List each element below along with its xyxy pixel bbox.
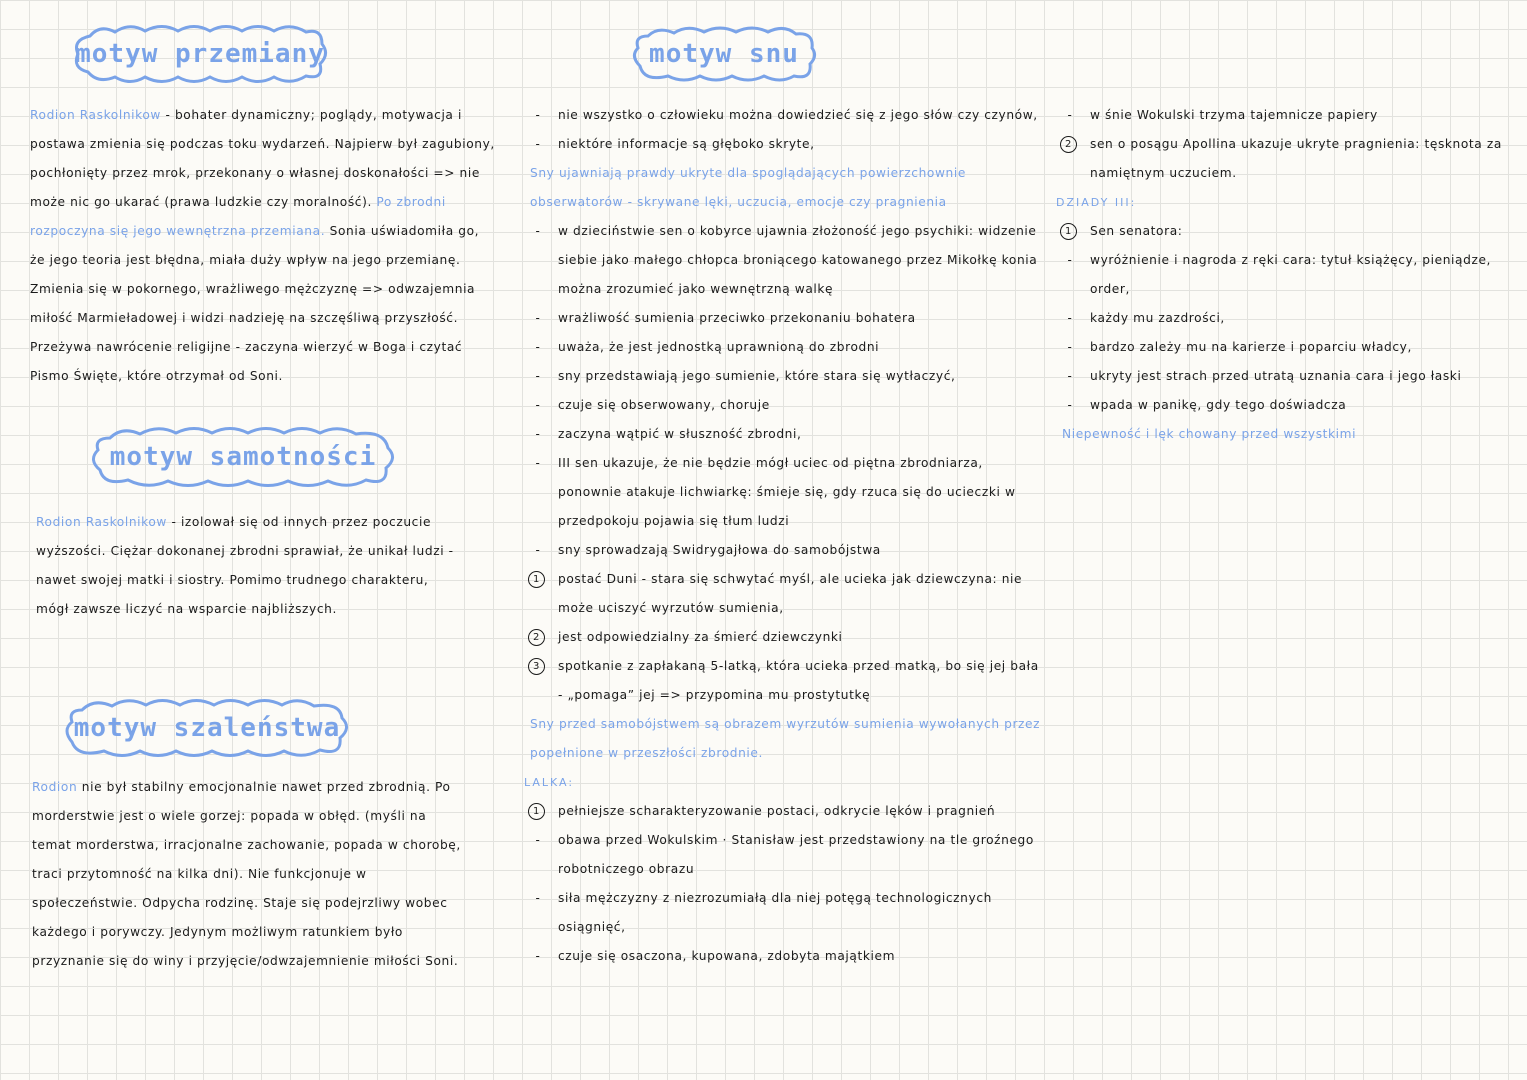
dash-bullet-icon: - (535, 340, 541, 354)
text-przemiana-1: - bohater dynamiczny; poglądy, motywacja i postawa zmienia się podczas toku wydarzeń. Najpierw był zagubiony, pochłonięty przez mrok, przekonany o własnej doskonałości => nie może nic go ukarać (prawa ludzkie czy moralność). (30, 108, 495, 209)
paragraph-przemiana (30, 101, 496, 391)
list-item (1054, 304, 1514, 333)
list-item (522, 623, 1047, 652)
dash-bullet-icon: - (1067, 311, 1073, 325)
name-rodion: Rodion (32, 780, 78, 794)
list-item-text: każdy mu zazdrości, (1090, 311, 1225, 325)
list-item-text: LALKA: (524, 776, 575, 789)
dash-bullet-icon: - (535, 543, 541, 557)
list-item-text: w śnie Wokulski trzyma tajemnicze papiery (1090, 108, 1378, 122)
title-szalenstwo (62, 696, 352, 760)
dash-bullet-icon: - (535, 456, 541, 470)
dash-bullet-icon: - (535, 369, 541, 383)
list-item (1054, 333, 1514, 362)
list-item-text: obawa przed Wokulskim · Stanisław jest przedstawiony na tle groźnego robotniczego obrazu (558, 833, 1034, 876)
list-item (1054, 217, 1514, 246)
list-item (522, 565, 1047, 623)
list-item-text: wyróżnienie i nagroda z ręki cara: tytuł książęcy, pieniądze, order, (1090, 253, 1492, 296)
dash-bullet-icon: - (535, 833, 541, 847)
list-item-text: DZIADY III: (1056, 196, 1137, 209)
list-item (1054, 391, 1514, 420)
list-item-text: Sen senatora: (1090, 224, 1183, 238)
number-circle-icon: 1 (528, 571, 545, 588)
list-item (522, 942, 1047, 971)
number-circle-icon: 2 (1060, 136, 1077, 153)
text-przemiana-2: Sonia uświadomiła go, że jego teoria jest błędna, miała duży wpływ na jego przemianę. Zmienia się w pokornego, wrażliwego mężczyznę => odwzajemnia miłość Marmieładowej i widzi nadzieję na szczęśliwą przyszłość. Przeżywa nawrócenie religijne - zaczyna wierzyć w Boga i czytać Pismo Święte, które otrzymał od Soni. (30, 224, 480, 383)
list-item (522, 391, 1047, 420)
list-item (522, 333, 1047, 362)
list-item (522, 652, 1047, 710)
list-item-text: bardzo zależy mu na karierze i poparciu władcy, (1090, 340, 1412, 354)
list-item-text: sen o posągu Apollina ukazuje ukryte pragnienia: tęsknota za namiętnym uczuciem. (1090, 137, 1502, 180)
list-item (522, 710, 1047, 768)
dash-bullet-icon: - (535, 949, 541, 963)
list-item-text: pełniejsze scharakteryzowanie postaci, odkrycie lęków i pragnień (558, 804, 996, 818)
list-item (1054, 246, 1514, 304)
list-item-text: sny sprowadzają Swidrygajłowa do samobójstwa (558, 543, 881, 557)
list-item-text: Sny ujawniają prawdy ukryte dla spoglądających powierzchownie obserwatorów - skrywane lęki, uczucia, emocje czy pragnienia (530, 166, 966, 209)
list-item-text: wpada w panikę, gdy tego doświadcza (1090, 398, 1347, 412)
list-item-text: zaczyna wątpić w słuszność zbrodni, (558, 427, 802, 441)
list-item (1054, 188, 1514, 217)
dash-bullet-icon: - (1067, 369, 1073, 383)
list-item (522, 884, 1047, 942)
list-item (522, 362, 1047, 391)
dash-bullet-icon: - (1067, 398, 1073, 412)
number-circle-icon: 2 (528, 629, 545, 646)
list-item (1054, 130, 1514, 188)
list-item-text: Niepewność i lęk chowany przed wszystkimi (1062, 427, 1357, 441)
paragraph-szalenstwo (32, 773, 462, 976)
list-item-text: III sen ukazuje, że nie będzie mógł uciec od piętna zbrodniarza, ponownie atakuje lichwiarkę: śmieje się, gdy rzuca się do ucieczki w przedpokoju pojawia się tłum ludzi (558, 456, 1016, 528)
list-item (1054, 101, 1514, 130)
list-item (522, 304, 1047, 333)
list-item (522, 130, 1047, 159)
sen-list (522, 101, 1047, 971)
list-item (522, 797, 1047, 826)
list-item-text: nie wszystko o człowieku można dowiedzieć się z jego słów czy czynów, (558, 108, 1038, 122)
name-raskolnikow: Rodion Raskolnikow (30, 108, 161, 122)
list-item-text: postać Duni - stara się schwytać myśl, ale ucieka jak dziewczyna: nie może uciszyć wyrzutów sumienia, (558, 572, 1023, 615)
list-item-text: niektóre informacje są głęboko skryte, (558, 137, 815, 151)
title-szalenstwo-text: motyw szaleństwa (73, 713, 341, 743)
dash-bullet-icon: - (535, 137, 541, 151)
list-item-text: w dzieciństwie sen o kobyrce ujawnia złożoność jego psychiki: widzenie siebie jako małego chłopca broniącego katowanego przez Mikołkę konia można zrozumieć jako wewnętrzną walkę (558, 224, 1038, 296)
title-samotnosc-text: motyw samotności (109, 442, 377, 472)
dash-bullet-icon: - (535, 398, 541, 412)
list-item-text: Sny przed samobójstwem są obrazem wyrzutów sumienia wywołanych przez popełnione w przeszłości zbrodnie. (530, 717, 1041, 760)
list-item (522, 826, 1047, 884)
list-item (1054, 420, 1514, 449)
name-raskolnikow-2: Rodion Raskolnikow (36, 515, 167, 529)
highlight-przemiana: Po zbrodni rozpoczyna się jego wewnętrzna przemiana. (30, 195, 446, 238)
list-item-text: ukryty jest strach przed utratą uznania cara i jego łaski (1090, 369, 1462, 383)
dash-bullet-icon: - (535, 427, 541, 441)
list-item-text: sny przedstawiają jego sumienie, które stara się wytłaczyć, (558, 369, 956, 383)
text-szalenstwo: nie był stabilny emocjonalnie nawet przed zbrodnią. Po morderstwie jest o wiele gorzej: popada w obłęd. (myśli na temat morderstwa, irracjonalne zachowanie, popada w chorobę, traci przytomność na kilka dni). Nie funkcjonuje w społeczeństwie. Odpycha rodzinę. Staje się podejrzliwy wobec każdego i porywczy. Jedynym możliwym ratunkiem było przyznanie się do winy i przyjęcie/odwzajemnienie miłości Soni. (32, 780, 461, 968)
list-item (522, 217, 1047, 304)
list-item (522, 449, 1047, 536)
text-samotnosc: - izolował się od innych przez poczucie wyższości. Ciężar dokonanej zbrodni sprawiał, że unikał ludzi - nawet swojej matki i siostry. Pomimo trudnego charakteru, mógł zawsze liczyć na wsparcie najbliższych. (36, 515, 454, 616)
title-przemiana-text: motyw przemiany (75, 39, 325, 69)
dash-bullet-icon: - (1067, 108, 1073, 122)
list-item-text: siła mężczyzny z niezrozumiałą dla niej potęgą technologicznych osiągnięć, (558, 891, 992, 934)
list-item (522, 420, 1047, 449)
list-item-text: spotkanie z zapłakaną 5-latką, która ucieka przed matką, bo się jej bała - „pomaga” jej => przypomina mu prostytutkę (558, 659, 1039, 702)
dash-bullet-icon: - (535, 311, 541, 325)
dash-bullet-icon: - (535, 224, 541, 238)
list-item (522, 768, 1047, 797)
list-item (522, 159, 1047, 217)
title-sen-text: motyw snu (649, 39, 799, 69)
list-item-text: wrażliwość sumienia przeciwko przekonaniu bohatera (558, 311, 916, 325)
number-circle-icon: 1 (1060, 223, 1077, 240)
list-item (522, 536, 1047, 565)
paragraph-samotnosc (36, 508, 456, 624)
dash-bullet-icon: - (1067, 253, 1073, 267)
title-sen (630, 24, 818, 84)
number-circle-icon: 1 (528, 803, 545, 820)
list-item-text: czuje się osaczona, kupowana, zdobyta majątkiem (558, 949, 896, 963)
right-list (1054, 101, 1514, 449)
list-item-text: czuje się obserwowany, choruje (558, 398, 770, 412)
dash-bullet-icon: - (535, 108, 541, 122)
dash-bullet-icon: - (1067, 340, 1073, 354)
list-item-text: jest odpowiedzialny za śmierć dziewczynki (558, 630, 843, 644)
number-circle-icon: 3 (528, 658, 545, 675)
title-przemiana (70, 22, 330, 86)
list-item-text: uważa, że jest jednostką uprawnioną do zbrodni (558, 340, 880, 354)
title-samotnosc (88, 424, 398, 490)
dash-bullet-icon: - (535, 891, 541, 905)
list-item (522, 101, 1047, 130)
list-item (1054, 362, 1514, 391)
